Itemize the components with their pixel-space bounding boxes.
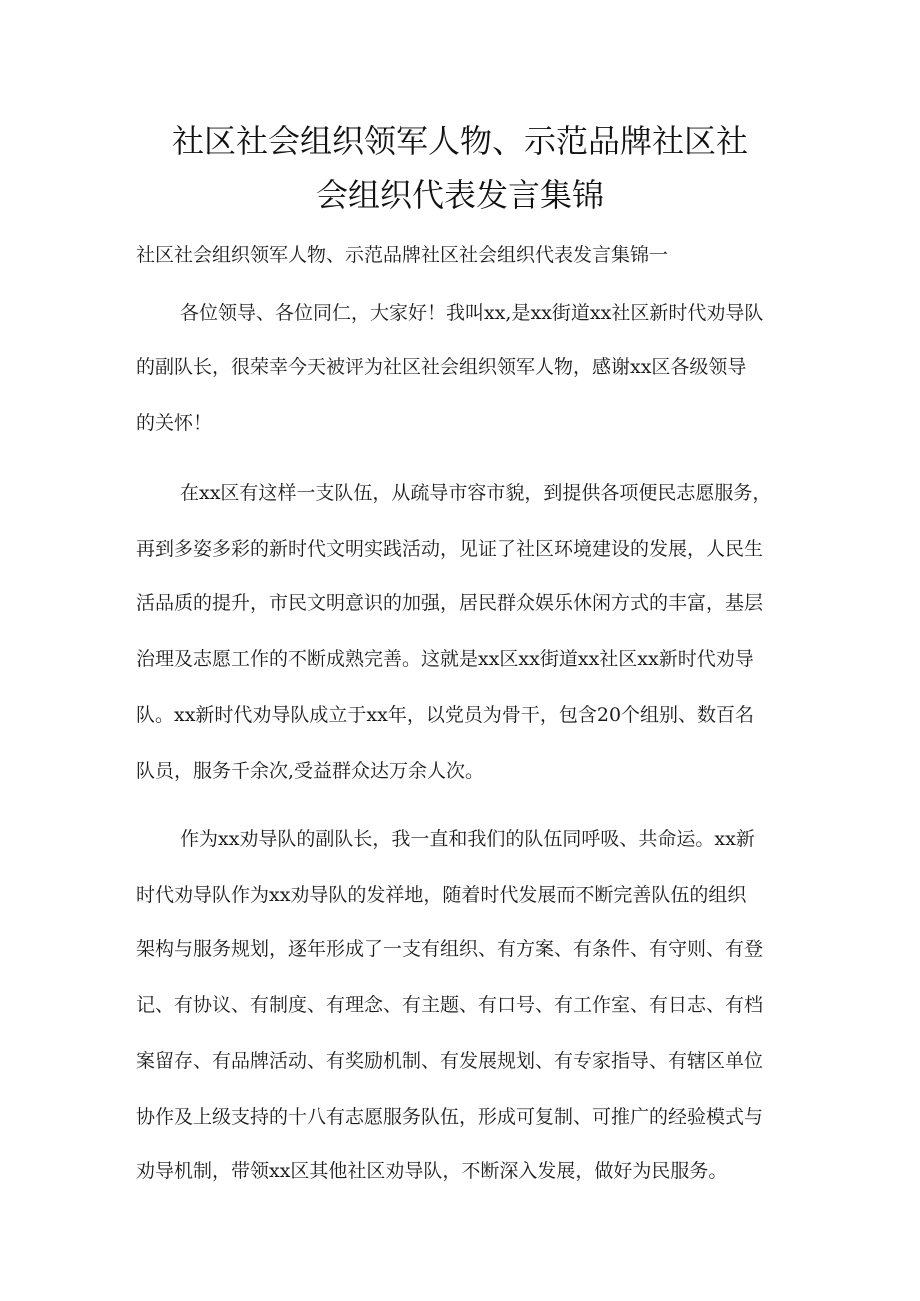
paragraph-1-line-2: 的副队长，很荣幸今天被评为社区社会组织领军人物，感谢xx区各级领导: [136, 356, 747, 378]
paragraph-2-line-3: 活品质的提升，市民文明意识的加强，居民群众娱乐休闲方式的丰富，基层: [136, 592, 764, 614]
document-subtitle: 社区社会组织领军人物、示范品牌社区社会组织代表发言集锦一: [136, 244, 669, 266]
paragraph-3-line-5: 案留存、有品牌活动、有奖励机制、有发展规划、有专家指导、有辖区单位: [136, 1050, 764, 1072]
paragraph-3-line-3: 架构与服务规划，逐年形成了一支有组织、有方案、有条件、有守则、有登: [136, 938, 764, 960]
document-title-line-1: 社区社会组织领军人物、示范品牌社区社: [171, 122, 748, 160]
paragraph-1-line-3: 的关怀！: [136, 412, 213, 434]
paragraph-3-line-1: 作为xx劝导队的副队长，我一直和我们的队伍同呼吸、共命运。xx新: [180, 828, 755, 850]
paragraph-1-line-1: 各位领导、各位同仁，大家好！我叫xx,是xx街道xx社区新时代劝导队: [180, 302, 764, 324]
paragraph-2-line-4: 治理及志愿工作的不断成熟完善。这就是xx区xx街道xx社区xx新时代劝导: [136, 648, 754, 670]
paragraph-3-line-7: 劝导机制，带领xx区其他社区劝导队，不断深入发展，做好为民服务。: [136, 1160, 728, 1182]
document-title-line-2: 会组织代表发言集锦: [315, 176, 604, 214]
paragraph-2-line-6: 队员，服务千余次,受益群众达万余人次。: [136, 760, 485, 782]
paragraph-3-line-6: 协作及上级支持的十八有志愿服务队伍，形成可复制、可推广的经验模式与: [136, 1106, 764, 1128]
paragraph-2-line-2: 再到多姿多彩的新时代文明实践活动，见证了社区环境建设的发展，人民生: [136, 538, 764, 560]
paragraph-3-line-4: 记、有协议、有制度、有理念、有主题、有口号、有工作室、有日志、有档: [136, 994, 764, 1016]
paragraph-3-line-2: 时代劝导队作为xx劝导队的发祥地，随着时代发展而不断完善队伍的组织: [136, 884, 747, 906]
paragraph-2-line-5: 队。xx新时代劝导队成立于xx年，以党员为骨干，包含20个组别、数百名: [136, 704, 755, 726]
paragraph-2-line-1: 在xx区有这样一支队伍，从疏导市容市貌，到提供各项便民志愿服务，: [180, 482, 772, 504]
